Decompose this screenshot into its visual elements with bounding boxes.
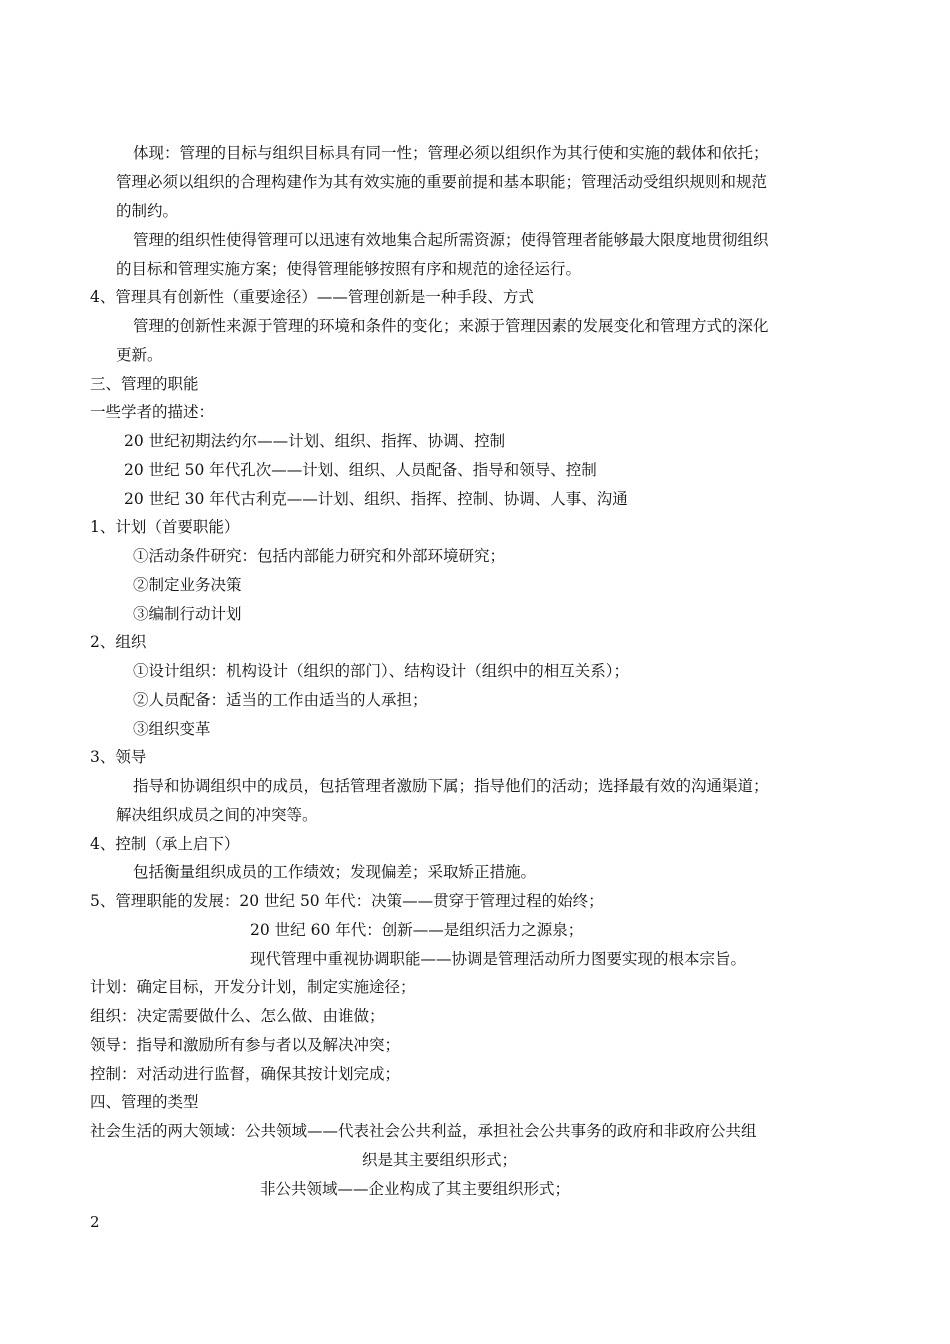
- text-line: 指导和协调组织中的成员，包括管理者激励下属；指导他们的活动；选择最有效的沟通渠道；: [133, 777, 769, 795]
- text-line: 20 世纪 60 年代：创新——是组织活力之源泉；: [250, 921, 584, 939]
- text-line: 社会生活的两大领域：公共领域——代表社会公共利益，承担社会公共事务的政府和非政府公共组: [90, 1122, 757, 1140]
- text-line: 组织：决定需要做什么、怎么做、由谁做；: [90, 1007, 385, 1025]
- text-line: 现代管理中重视协调职能——协调是管理活动所力图要实现的根本宗旨。: [250, 950, 747, 968]
- text-line: 解决组织成员之间的冲突等。: [116, 806, 318, 824]
- list-item: 20 世纪 30 年代古利克——计划、组织、指挥、控制、协调、人事、沟通: [124, 490, 628, 508]
- section-heading: 3、领导: [90, 748, 147, 766]
- page-number: 2: [90, 1213, 100, 1231]
- text-line: 领导：指导和激励所有参与者以及解决冲突；: [90, 1036, 401, 1054]
- text-line: 管理必须以组织的合理构建作为其有效实施的重要前提和基本职能；管理活动受组织规则和规范: [116, 173, 768, 191]
- list-item: ③编制行动计划: [133, 605, 242, 623]
- text-line: 织是其主要组织形式；: [362, 1151, 518, 1169]
- section-heading: 5、管理职能的发展：20 世纪 50 年代：决策——贯穿于管理过程的始终；: [90, 892, 604, 910]
- list-item: 20 世纪 50 年代孔次——计划、组织、人员配备、指导和领导、控制: [124, 461, 597, 479]
- text-line: 控制：对活动进行监督，确保其按计划完成；: [90, 1065, 401, 1083]
- section-heading: 4、管理具有创新性（重要途径）——管理创新是一种手段、方式: [90, 288, 534, 306]
- list-item: 20 世纪初期法约尔——计划、组织、指挥、协调、控制: [124, 432, 506, 450]
- text-line: 管理的创新性来源于管理的环境和条件的变化；来源于管理因素的发展变化和管理方式的深化: [133, 317, 769, 335]
- section-heading: 四、管理的类型: [90, 1093, 199, 1111]
- section-heading: 4、控制（承上启下）: [90, 835, 240, 853]
- list-item: ②制定业务决策: [133, 576, 242, 594]
- list-item: ③组织变革: [133, 720, 211, 738]
- text-line: 管理的组织性使得管理可以迅速有效地集合起所需资源；使得管理者能够最大限度地贯彻组织: [133, 231, 769, 249]
- section-heading: 1、计划（首要职能）: [90, 518, 240, 536]
- text-line: 非公共领域——企业构成了其主要组织形式；: [260, 1180, 571, 1198]
- list-item: ①设计组织：机构设计（组织的部门）、结构设计（组织中的相互关系）；: [133, 662, 630, 680]
- text-line: 的制约。: [116, 202, 179, 220]
- text-line: 更新。: [116, 346, 163, 364]
- list-item: ①活动条件研究：包括内部能力研究和外部环境研究；: [133, 547, 506, 565]
- section-heading: 2、组织: [90, 633, 147, 651]
- text-line: 计划：确定目标，开发分计划，制定实施途径；: [90, 978, 416, 996]
- list-item: ②人员配备：适当的工作由适当的人承担；: [133, 691, 428, 709]
- section-heading: 三、管理的职能: [90, 375, 199, 393]
- text-line: 一些学者的描述：: [90, 403, 215, 421]
- text-line: 的目标和管理实施方案；使得管理能够按照有序和规范的途径运行。: [116, 260, 582, 278]
- text-line: 包括衡量组织成员的工作绩效；发现偏差；采取矫正措施。: [133, 863, 537, 881]
- text-line: 体现：管理的目标与组织目标具有同一性；管理必须以组织作为其行使和实施的载体和依托；: [133, 144, 769, 162]
